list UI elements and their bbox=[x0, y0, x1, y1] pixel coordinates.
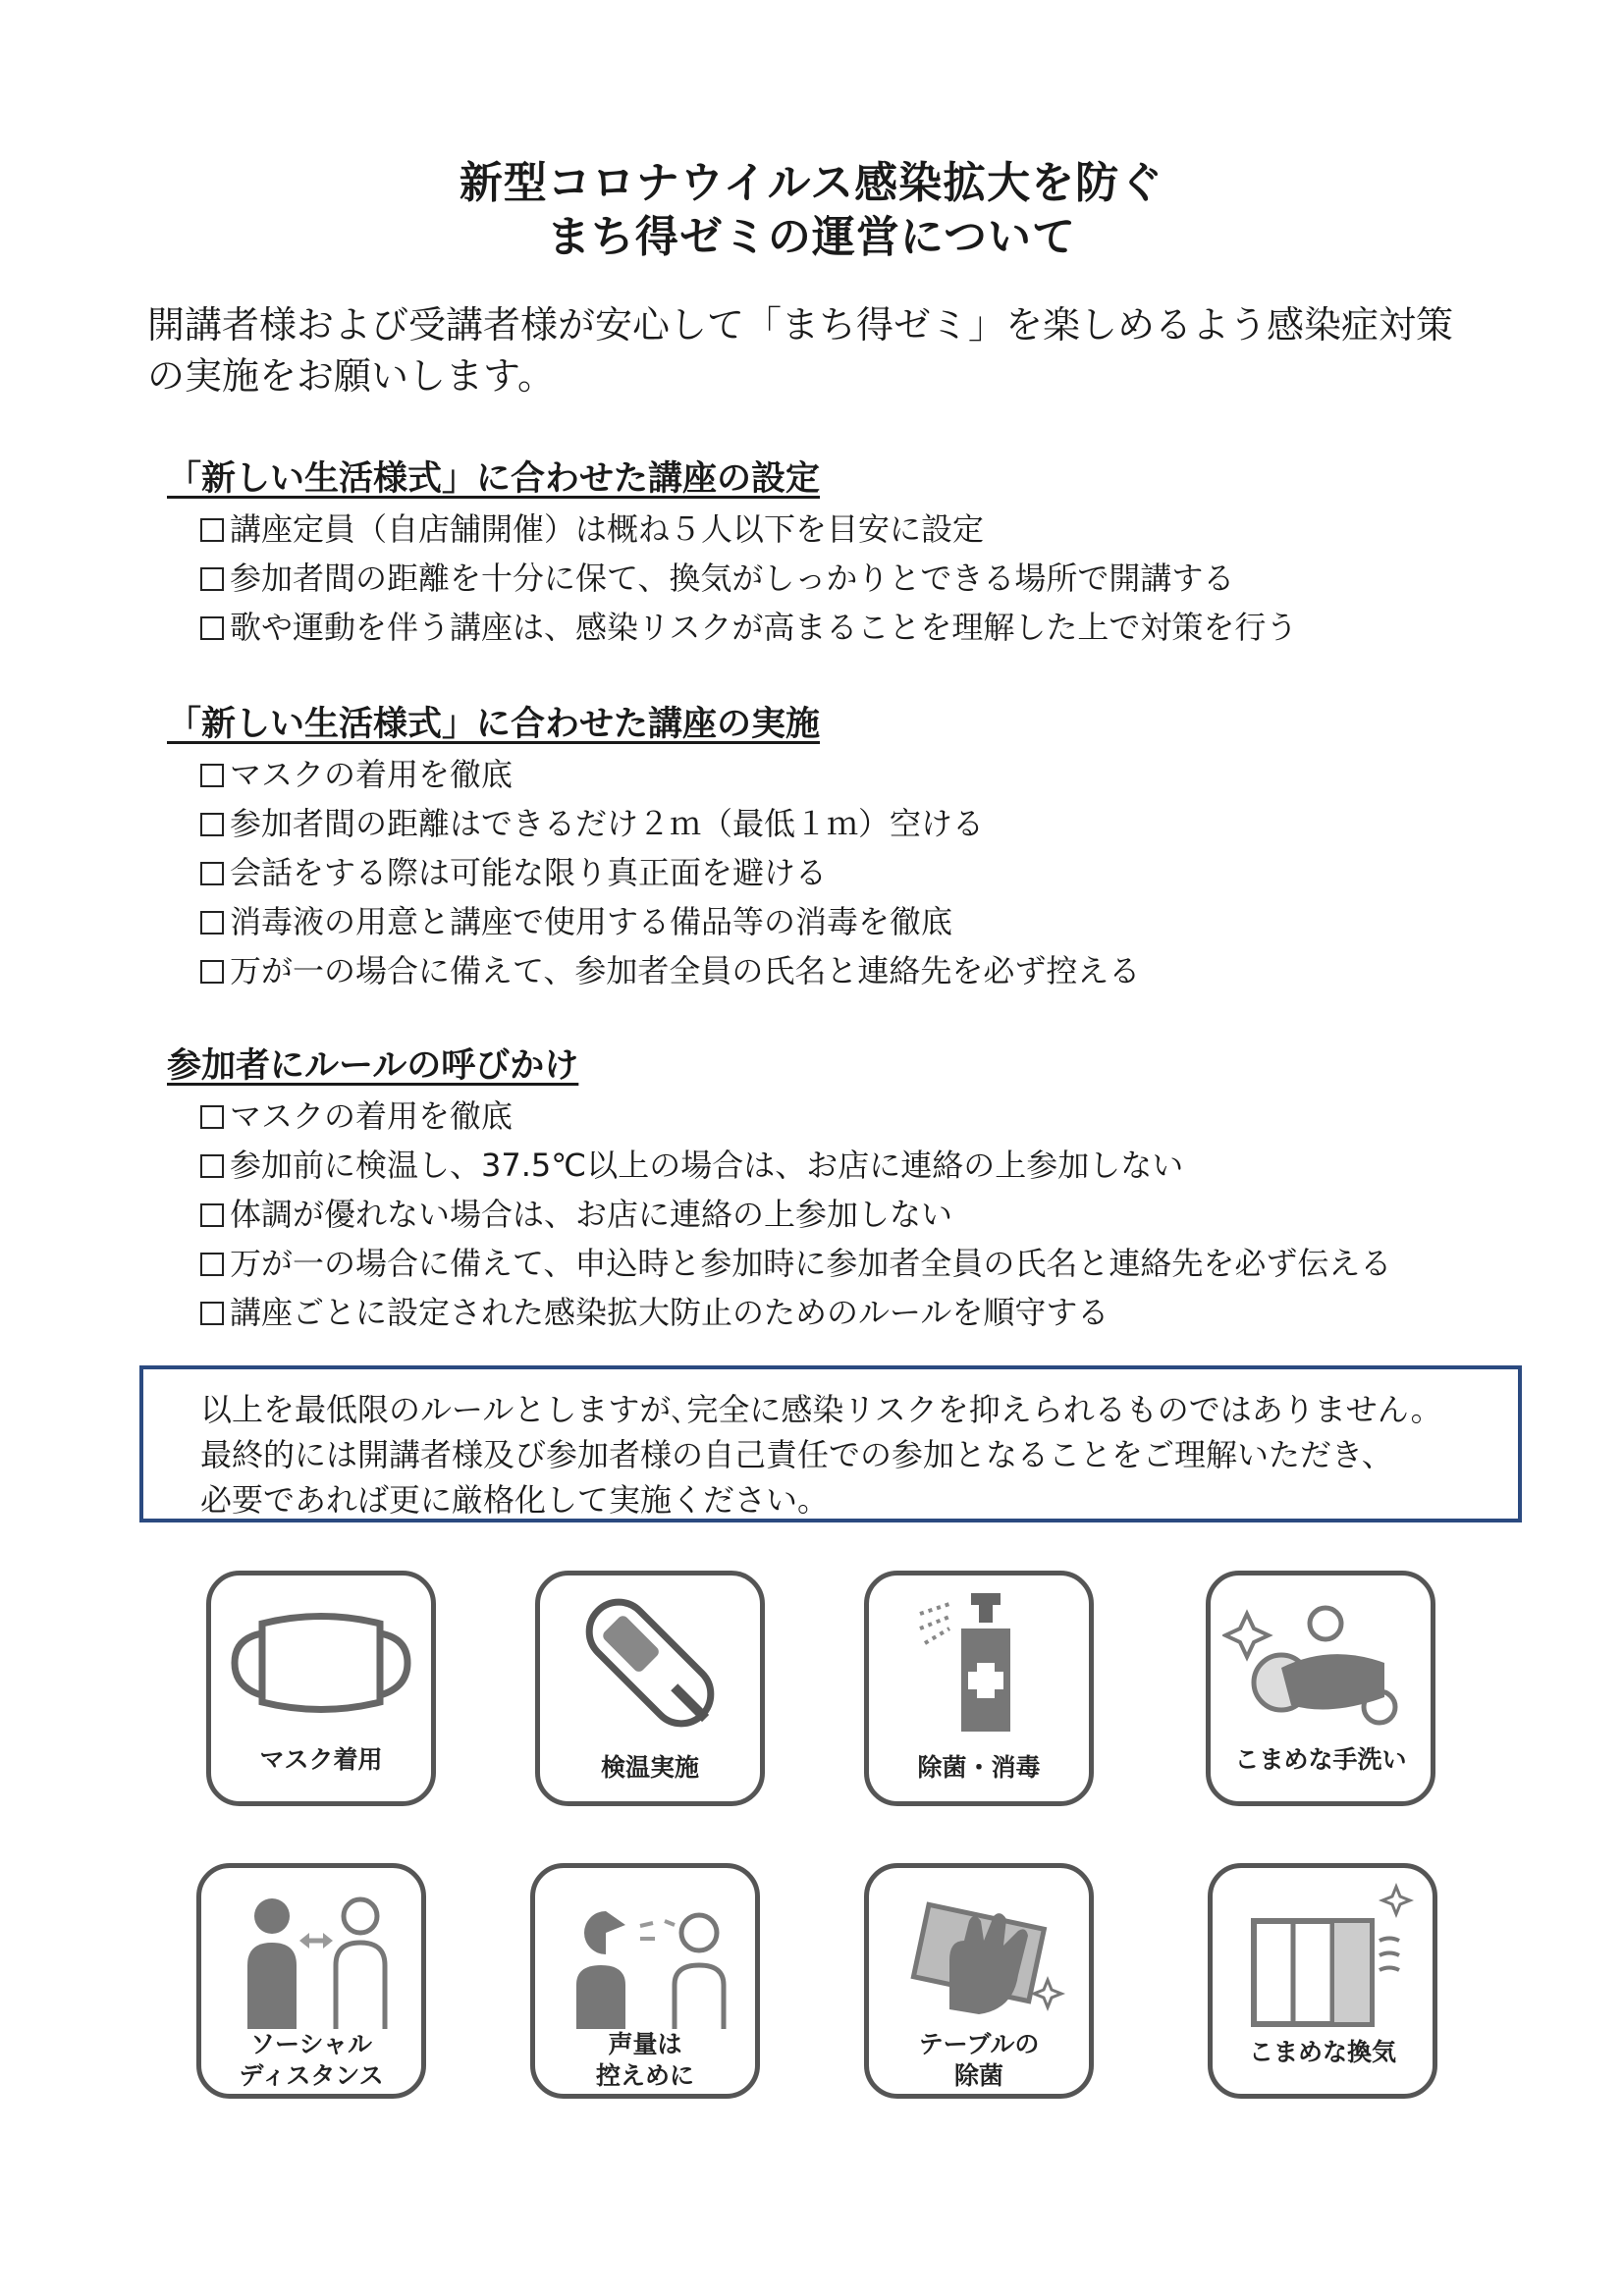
quiet-voice-icon bbox=[547, 1882, 743, 2029]
icon-label: 声量は 控えめに bbox=[595, 2030, 694, 2090]
checkbox-icon bbox=[200, 1302, 224, 1325]
checkbox-icon bbox=[200, 960, 224, 984]
intro-text bbox=[147, 299, 1502, 401]
icon-card-sanitizer bbox=[864, 1571, 1094, 1806]
checklist-item: 参加前に検温し、37.5℃以上の場合は、お店に連絡の上参加しない bbox=[200, 1141, 1522, 1190]
checklist-item: マスクの着用を徹底 bbox=[200, 1092, 1522, 1141]
checklist-item: 会話をする際は可能な限り真正面を避ける bbox=[200, 848, 1522, 897]
icon-card-thermometer bbox=[535, 1571, 765, 1806]
notice-line-3: 必要であれば更に厳格化して実施ください。 bbox=[200, 1481, 830, 1519]
sanitizer-icon bbox=[881, 1589, 1077, 1736]
social-distance-icon bbox=[213, 1882, 409, 2029]
checkbox-icon bbox=[200, 1105, 224, 1129]
notice-box bbox=[139, 1365, 1522, 1522]
checkbox-icon bbox=[200, 1203, 224, 1227]
icon-card-quiet-voice bbox=[530, 1863, 760, 2099]
checklist-item: 消毒液の用意と講座で使用する備品等の消毒を徹底 bbox=[200, 897, 1522, 946]
handwash-icon bbox=[1222, 1589, 1419, 1736]
checklist-item: 講座定員（自店舗開催）は概ね５人以下を目安に設定 bbox=[200, 505, 1522, 554]
icon-label: マスク着用 bbox=[259, 1745, 383, 1774]
icon-label: ソーシャル ディスタンス bbox=[239, 2030, 384, 2090]
icon-label: こまめな換気 bbox=[1248, 2038, 1396, 2066]
checkbox-icon bbox=[200, 518, 224, 542]
icon-card-ventilation bbox=[1208, 1863, 1437, 2099]
checkbox-icon bbox=[200, 616, 224, 640]
checkbox-icon bbox=[200, 1253, 224, 1276]
icon-card-handwash bbox=[1206, 1571, 1435, 1806]
checkbox-icon bbox=[200, 567, 224, 591]
icon-card-mask bbox=[206, 1571, 436, 1806]
icon-card-social-distance bbox=[196, 1863, 426, 2099]
intro-line-2: の実施をお願いします。 bbox=[147, 354, 555, 398]
ventilation-icon bbox=[1224, 1882, 1421, 2029]
section-participant-rules bbox=[167, 1039, 1522, 1337]
checklist-item: マスクの着用を徹底 bbox=[200, 750, 1522, 799]
icon-label: 除菌・消毒 bbox=[917, 1753, 1041, 1782]
checkbox-icon bbox=[200, 764, 224, 787]
page-title-line-2: まち得ゼミの運営について bbox=[546, 212, 1077, 262]
checklist-item: 万が一の場合に備えて、参加者全員の氏名と連絡先を必ず控える bbox=[200, 946, 1522, 995]
page-title-line-1: 新型コロナウイルス感染拡大を防ぐ bbox=[459, 158, 1164, 208]
section-heading: 参加者にルールの呼びかけ bbox=[167, 1046, 579, 1086]
icon-label: 検温実施 bbox=[600, 1753, 699, 1782]
icon-label: こまめな手洗い bbox=[1234, 1745, 1407, 1774]
table-wipe-icon bbox=[881, 1882, 1077, 2029]
checklist-item: 参加者間の距離はできるだけ２ｍ（最低１ｍ）空ける bbox=[200, 799, 1522, 848]
section-course-setting bbox=[167, 452, 1522, 652]
mask-icon bbox=[223, 1589, 419, 1736]
checklist-item: 万が一の場合に備えて、申込時と参加時に参加者全員の氏名と連絡先を必ず伝える bbox=[200, 1239, 1522, 1288]
checkbox-icon bbox=[200, 1154, 224, 1178]
checklist-item: 体調が優れない場合は、お店に連絡の上参加しない bbox=[200, 1190, 1522, 1239]
checklist-item: 歌や運動を伴う講座は、感染リスクが高まることを理解した上で対策を行う bbox=[200, 603, 1522, 652]
section-heading: 「新しい生活様式」に合わせた講座の設定 bbox=[167, 459, 821, 499]
checklist-item: 講座ごとに設定された感染拡大防止のためのルールを順守する bbox=[200, 1288, 1522, 1337]
checkbox-icon bbox=[200, 813, 224, 836]
checkbox-icon bbox=[200, 862, 224, 885]
checkbox-icon bbox=[200, 911, 224, 934]
section-course-implementation bbox=[167, 697, 1522, 995]
thermometer-icon bbox=[552, 1589, 748, 1736]
notice-line-1: 以上を最低限のルールとしますが､完全に感染リスクを抑えられるものではありません。 bbox=[200, 1391, 1442, 1428]
icon-card-table-wipe bbox=[864, 1863, 1094, 2099]
checklist-item: 参加者間の距離を十分に保て、換気がしっかりとできる場所で開講する bbox=[200, 554, 1522, 603]
icon-label: テーブルの 除菌 bbox=[918, 2030, 1040, 2090]
intro-line-1: 開講者様および受講者様が安心して「まち得ゼミ」を楽しめるよう感染症対策 bbox=[147, 303, 1454, 347]
section-heading: 「新しい生活様式」に合わせた講座の実施 bbox=[167, 705, 821, 744]
notice-line-2: 最終的には開講者様及び参加者様の自己責任での参加となることをご理解いただき、 bbox=[200, 1436, 1393, 1473]
